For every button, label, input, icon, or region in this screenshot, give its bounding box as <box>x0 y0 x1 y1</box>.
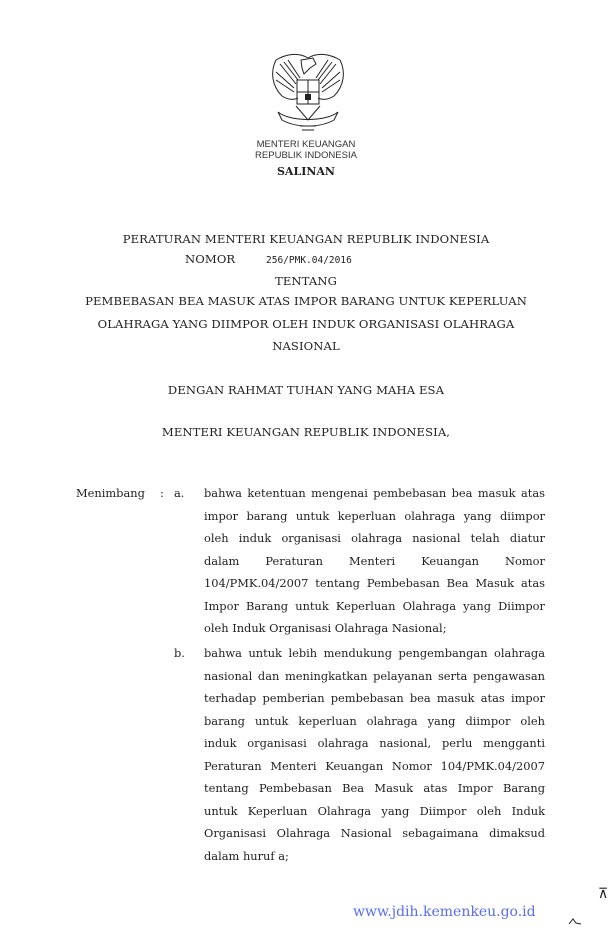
about-label: TENTANG <box>275 274 337 288</box>
ministry-name-line1: MENTERI KEUANGAN <box>256 139 356 150</box>
text-line: Organisasi Olahraga Nasional sebagaimana dimaksud <box>204 826 545 841</box>
text-line: impor barang untuk keperluan olahraga yang diimpor <box>204 508 545 523</box>
text-line: tentang Pembebasan Bea Masuk atas Impor Barang <box>204 781 545 796</box>
subject-line: PEMBEBASAN BEA MASUK ATAS IMPOR BARANG UNTUK KEPERLUAN <box>85 294 527 308</box>
text-line: nasional dan meningkatkan pelayanan serta pengawasan <box>204 668 545 683</box>
text-line: Impor Barang untuk Keperluan Olahraga yang Diimpor <box>204 598 545 613</box>
copy-label: SALINAN <box>276 165 335 178</box>
issuer: MENTERI KEUANGAN REPUBLIK INDONESIA, <box>161 425 451 439</box>
garuda-emblem-icon <box>268 50 348 134</box>
number-value: 256/PMK.04/2016 <box>266 255 352 266</box>
jdih-link[interactable]: www.jdih.kemenkeu.go.id <box>353 904 536 920</box>
subject-line: NASIONAL <box>272 339 340 353</box>
paraf-mark-icon <box>568 918 582 926</box>
considering-colon: : <box>160 486 164 500</box>
text-line: oleh induk organisasi olahraga nasional telah diatur <box>204 531 545 546</box>
text-line: terhadap pemberian pembebasan bea masuk atas impor <box>204 691 545 706</box>
text-line: Peraturan Menteri Keuangan Nomor 104/PMK.04/2007 <box>204 758 545 773</box>
considering-label: Menimbang <box>76 486 145 500</box>
text-line: barang untuk keperluan olahraga yang diimpor oleh <box>204 713 545 728</box>
subject-line: OLAHRAGA YANG DIIMPOR OLEH INDUK ORGANISASI OLAHRAGA <box>97 317 515 331</box>
text-line: dalam huruf a; <box>204 848 289 863</box>
regulation-title: PERATURAN MENTERI KEUANGAN REPUBLIK INDONESIA <box>122 232 490 246</box>
item-marker-b: b. <box>174 646 185 660</box>
number-label: NOMOR <box>185 252 236 266</box>
text-line: untuk Keperluan Olahraga yang Diimpor oleh Induk <box>204 803 545 818</box>
text-line: induk organisasi olahraga nasional, perlu mengganti <box>204 736 545 751</box>
initial-mark-icon: ⊼ <box>598 886 609 902</box>
text-line: dalam Peraturan Menteri Keuangan Nomor <box>204 553 545 568</box>
text-line: oleh Induk Organisasi Olahraga Nasional; <box>204 621 447 636</box>
invocation: DENGAN RAHMAT TUHAN YANG MAHA ESA <box>167 383 445 397</box>
item-marker-a: a. <box>174 486 185 500</box>
text-line: bahwa ketentuan mengenai pembebasan bea masuk atas <box>204 486 545 500</box>
text-line: bahwa untuk lebih mendukung pengembangan olahraga <box>204 646 545 660</box>
text-line: 104/PMK.04/2007 tentang Pembebasan Bea Masuk atas <box>204 576 545 591</box>
ministry-name-line2: REPUBLIK INDONESIA <box>255 150 357 161</box>
